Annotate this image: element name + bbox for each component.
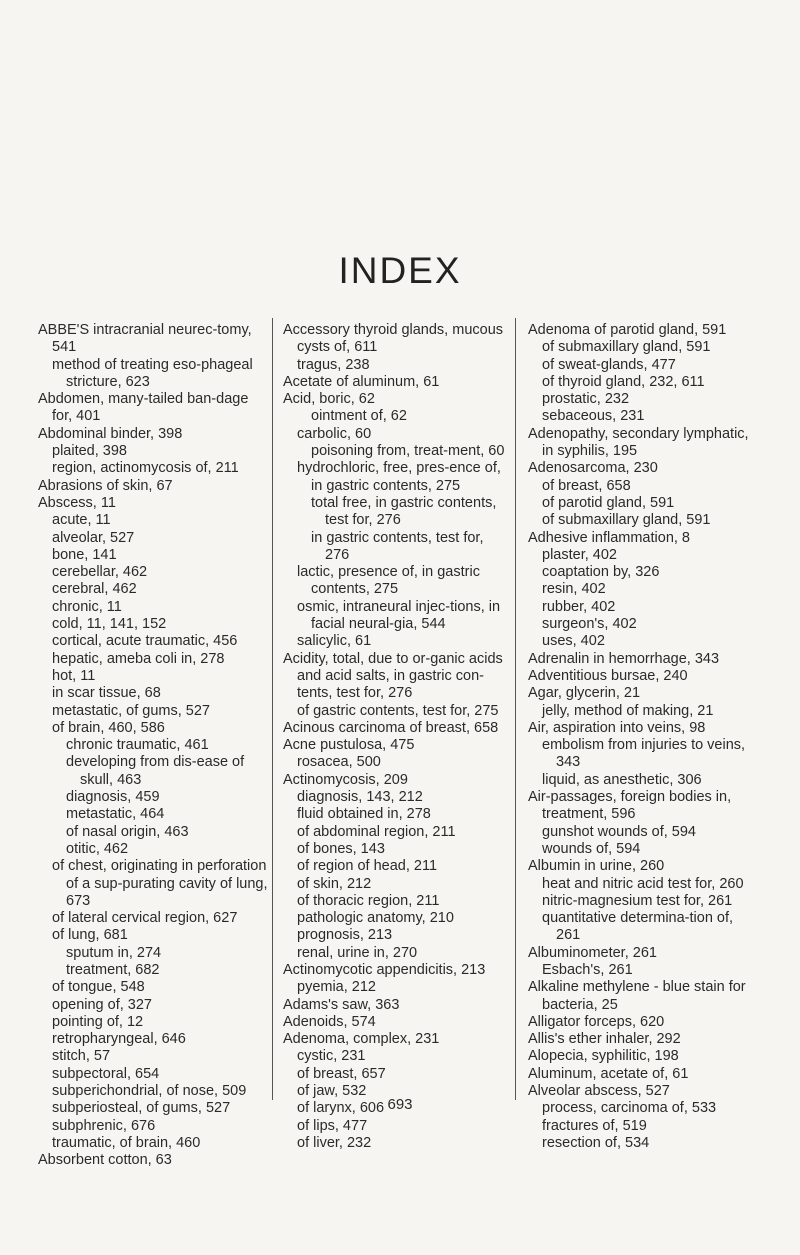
index-entry: of abdominal region, 211 xyxy=(297,823,456,840)
index-entry: traumatic, of brain, 460 xyxy=(52,1134,201,1151)
index-entry: of breast, 658 xyxy=(542,477,631,494)
index-entry: fractures of, 519 xyxy=(542,1117,647,1134)
index-entry: of tongue, 548 xyxy=(52,979,145,996)
index-entry: Allis's ether inhaler, 292 xyxy=(528,1031,681,1048)
index-entry: cortical, acute traumatic, 456 xyxy=(52,633,238,650)
index-entry: rubber, 402 xyxy=(542,598,616,615)
index-entry: Adenosarcoma, 230 xyxy=(528,460,658,477)
index-entry: prostatic, 232 xyxy=(542,391,630,408)
index-entry: Acidity, total, due to or-ganic acids and acid salts, in gastric con-tents, test for, 276 xyxy=(283,650,503,702)
index-entry: Alveolar abscess, 527 xyxy=(528,1083,670,1100)
index-entry: in scar tissue, 68 xyxy=(52,685,161,702)
index-entry: region, actinomycosis of, 211 xyxy=(52,460,239,477)
index-entry: pathologic anatomy, 210 xyxy=(297,910,454,927)
index-entry: heat and nitric acid test for, 260 xyxy=(542,875,744,892)
index-entry: plaster, 402 xyxy=(542,546,617,563)
index-entry: Adrenalin in hemorrhage, 343 xyxy=(528,650,720,667)
index-entry: Acinous carcinoma of breast, 658 xyxy=(283,719,499,736)
index-entry: Adenoids, 574 xyxy=(283,1013,376,1030)
index-entry: of jaw, 532 xyxy=(297,1083,367,1100)
index-entry: Esbach's, 261 xyxy=(542,961,633,978)
index-entry: Adenoma, complex, 231 xyxy=(283,1031,440,1048)
index-entry: renal, urine in, 270 xyxy=(297,944,418,961)
index-entry: diagnosis, 143, 212 xyxy=(297,789,423,806)
index-entry: sebaceous, 231 xyxy=(542,408,645,425)
index-entry: Adhesive inflammation, 8 xyxy=(528,529,690,546)
index-entry: subphrenic, 676 xyxy=(52,1117,156,1134)
index-entry: coaptation by, 326 xyxy=(542,564,660,581)
index-entry: Accessory thyroid glands, mucous cysts of, 611 xyxy=(283,322,504,356)
index-entry: chronic, 11 xyxy=(52,598,122,615)
index-entry: alveolar, 527 xyxy=(52,529,135,546)
index-entry: of skin, 212 xyxy=(297,875,372,892)
index-entry: of gastric contents, test for, 275 xyxy=(297,702,499,719)
index-entry: tragus, 238 xyxy=(297,356,370,373)
column-divider-right xyxy=(515,318,516,1100)
index-entry: embolism from injuries to veins, 343 xyxy=(542,737,746,771)
index-entry: process, carcinoma of, 533 xyxy=(542,1100,717,1117)
index-entry: Alkaline methylene - blue stain for bacteria, 25 xyxy=(528,979,746,1013)
index-entry: Alopecia, syphilitic, 198 xyxy=(528,1048,679,1065)
index-entry: opening of, 327 xyxy=(52,996,152,1013)
index-entry: bone, 141 xyxy=(52,546,117,563)
index-entry: gunshot wounds of, 594 xyxy=(542,823,696,840)
index-entry: osmic, intraneural injec-tions, in facial neural-gia, 544 xyxy=(297,598,501,633)
index-entry: Acne pustulosa, 475 xyxy=(283,737,415,754)
index-entry: fluid obtained in, 278 xyxy=(297,806,431,823)
index-entry: jelly, method of making, 21 xyxy=(542,702,714,719)
index-entry: ABBE'S intracranial neurec-tomy, 541 xyxy=(38,322,252,356)
index-entry: carbolic, 60 xyxy=(297,425,372,442)
index-entry: rosacea, 500 xyxy=(297,754,381,771)
index-entry: metastatic, of gums, 527 xyxy=(52,702,210,719)
index-entry: of region of head, 211 xyxy=(297,858,438,875)
index-entry: Air, aspiration into veins, 98 xyxy=(528,719,706,736)
index-entry: Abrasions of skin, 67 xyxy=(38,477,173,494)
index-entry: Aluminum, acetate of, 61 xyxy=(528,1065,689,1082)
index-entry: ointment of, 62 xyxy=(311,408,407,425)
index-entry: developing from dis-ease of skull, 463 xyxy=(66,754,245,788)
page-title: INDEX xyxy=(338,250,462,291)
index-entry: Adventitious bursae, 240 xyxy=(528,667,688,684)
index-entry: cerebral, 462 xyxy=(52,581,137,598)
index-entry: wounds of, 594 xyxy=(542,840,641,857)
index-entry: prognosis, 213 xyxy=(297,927,393,944)
index-entry: of brain, 460, 586 xyxy=(52,719,165,736)
index-entry: of breast, 657 xyxy=(297,1065,386,1082)
index-entry: plaited, 398 xyxy=(52,443,127,460)
index-entry: Agar, glycerin, 21 xyxy=(528,685,641,702)
index-entry: resin, 402 xyxy=(542,581,606,598)
index-entry: of nasal origin, 463 xyxy=(66,823,189,840)
index-entry: diagnosis, 459 xyxy=(66,789,160,806)
index-entry: Albuminometer, 261 xyxy=(528,944,657,961)
index-entry: stitch, 57 xyxy=(52,1048,111,1065)
index-entry: of submaxillary gland, 591 xyxy=(542,339,711,356)
index-entry: surgeon's, 402 xyxy=(542,616,637,633)
index-entry: of lateral cervical region, 627 xyxy=(52,910,238,927)
index-entry: subpectoral, 654 xyxy=(52,1065,160,1082)
index-entry: Acetate of aluminum, 61 xyxy=(283,373,440,390)
index-entry: of submaxillary gland, 591 xyxy=(542,512,711,529)
index-entry: uses, 402 xyxy=(542,633,605,650)
index-entry: Absorbent cotton, 63 xyxy=(38,1152,172,1169)
index-entry: sputum in, 274 xyxy=(66,944,162,961)
index-entry: of chest, originating in perforation of a sup-purating cavity of lung, 673 xyxy=(52,858,268,909)
index-entry: Actinomycotic appendicitis, 213 xyxy=(283,961,486,978)
index-entry: metastatic, 464 xyxy=(66,806,165,823)
index-entry: Actinomycosis, 209 xyxy=(283,771,408,788)
index-entry: of parotid gland, 591 xyxy=(542,494,675,511)
index-entry: subperichondrial, of nose, 509 xyxy=(52,1083,247,1100)
index-entry: Abdomen, many-tailed ban-dage for, 401 xyxy=(38,391,249,425)
column-divider-left xyxy=(272,318,273,1100)
index-entry: chronic traumatic, 461 xyxy=(66,737,209,754)
index-entry: salicylic, 61 xyxy=(297,633,372,650)
index-entry: of larynx, 606 xyxy=(297,1100,385,1117)
page-number: 693 xyxy=(387,1096,413,1113)
index-entry: Abscess, 11 xyxy=(38,494,116,511)
index-entry: hot, 11 xyxy=(52,667,96,684)
index-entry: liquid, as anesthetic, 306 xyxy=(542,771,702,788)
index-entry: hepatic, ameba coli in, 278 xyxy=(52,650,225,667)
index-entry: in gastric contents, test for, 276 xyxy=(311,529,484,563)
index-entry: pointing of, 12 xyxy=(52,1013,144,1030)
index-entry: total free, in gastric contents, test for, 276 xyxy=(311,494,497,529)
index-column-2 xyxy=(283,322,511,1152)
index-entry: cold, 11, 141, 152 xyxy=(52,616,167,633)
index-entry: of thyroid gland, 232, 611 xyxy=(542,373,705,390)
index-entry: Adenopathy, secondary lymphatic, in syphilis, 195 xyxy=(528,425,749,460)
index-entry: subperiosteal, of gums, 527 xyxy=(52,1100,231,1117)
index-entry: Abdominal binder, 398 xyxy=(38,425,183,442)
index-entry: pyemia, 212 xyxy=(297,979,376,996)
index-entry: of thoracic region, 211 xyxy=(297,892,440,909)
index-entry: otitic, 462 xyxy=(66,840,129,857)
index-entry: hydrochloric, free, pres-ence of, in gastric contents, 275 xyxy=(297,460,501,494)
index-entry: treatment, 682 xyxy=(66,961,160,978)
index-entry: resection of, 534 xyxy=(542,1134,650,1151)
index-entry: Acid, boric, 62 xyxy=(283,391,375,408)
index-entry: lactic, presence of, in gastric contents, 275 xyxy=(297,564,480,598)
index-entry: nitric-magnesium test for, 261 xyxy=(542,892,733,909)
index-entry: Adenoma of parotid gland, 591 xyxy=(528,322,727,338)
index-entry: cystic, 231 xyxy=(297,1048,366,1065)
index-entry: retropharyngeal, 646 xyxy=(52,1031,186,1048)
index-entry: quantitative determina-tion of, 261 xyxy=(542,910,734,944)
index-entry: Alligator forceps, 620 xyxy=(528,1013,665,1030)
index-entry: Air-passages, foreign bodies in, treatment, 596 xyxy=(528,789,732,823)
index-column-3 xyxy=(528,322,756,1152)
index-column-1 xyxy=(38,322,270,1170)
index-entry: Albumin in urine, 260 xyxy=(528,858,665,875)
index-entry: of lung, 681 xyxy=(52,927,128,944)
index-entry: of liver, 232 xyxy=(297,1134,372,1151)
index-entry: of lips, 477 xyxy=(297,1117,368,1134)
index-entry: of sweat-glands, 477 xyxy=(542,356,676,373)
index-entry: acute, 11 xyxy=(52,512,111,529)
index-entry: Adams's saw, 363 xyxy=(283,996,400,1013)
index-entry: poisoning from, treat-ment, 60 xyxy=(311,443,505,460)
index-entry: method of treating eso-phageal stricture, 623 xyxy=(52,356,253,390)
index-entry: of bones, 143 xyxy=(297,840,385,857)
index-entry: cerebellar, 462 xyxy=(52,564,148,581)
